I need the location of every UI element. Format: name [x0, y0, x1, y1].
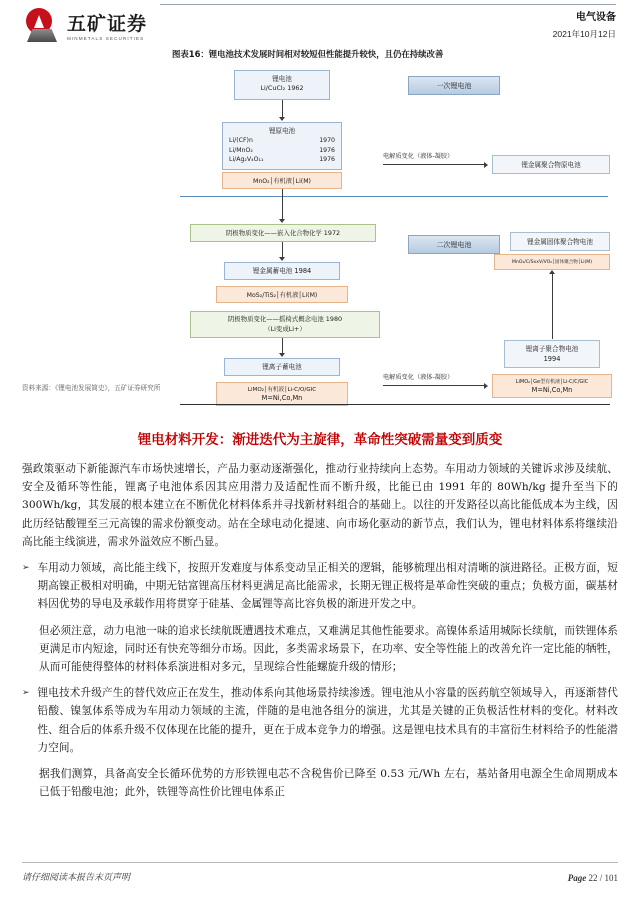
electrolyte-change-top-label: 电解质变化（液体-凝胶） [383, 153, 454, 160]
node-cathode-1972-label: 阴极物质变化——嵌入化合物化学 1972 [225, 229, 341, 237]
arrow-1-icon [279, 117, 285, 121]
section-heading: 锂电材料开发：渐进迭代为主旋律，革命性突破需量变到质变 [137, 432, 503, 448]
bullet-arrow-icon: ➢ [22, 563, 30, 574]
report-date: 2021年10月12日 [552, 29, 616, 39]
node-li-ion-chem [216, 382, 348, 406]
node-secondary-li-battery-label: 二次锂电池 [436, 241, 472, 249]
header-meta [553, 8, 616, 40]
node-li-metal-solid-chem-label: MnO₂/C/SxxV/VO₂│固体聚合物│Li(M) [511, 260, 593, 265]
paragraph-2: 但必须注意，动力电池一味的追求长续航既遭遇技术难点，又难满足其他性能要求。高镍体系适用城际长续航，而铁锂体系更满足市内短途，同时还有快充等细分市场。因此，多类需求场景下，在功率、安全等性能上的改善允许一定比能的牺牲，从而可能使得整体的材料体系演进相对多元，呈现综合性能螺旋升级的情形； [39, 624, 618, 674]
node-li-ion-polymer-chem-line1: LiMO₂│Ge型有机液│Li-C/C/GIC [515, 379, 589, 385]
connector-5 [552, 274, 553, 339]
electrolyte-arrow-bottom-line [383, 385, 485, 386]
footer-page [568, 873, 618, 883]
bullet-arrow-icon: ➢ [22, 688, 30, 699]
company-logo [26, 8, 147, 42]
node-li-ion-polymer-chem-line2: M=Ni,Co,Mn [531, 386, 573, 394]
primary-cell-row2-formula: Li/MnO₂ [229, 146, 253, 154]
bullet-item-2-text: 锂电技术升级产生的替代效应正在发生，推动体系向其他场景持续渗透。锂电池从小容量的医药航空领域导入，再逐渐替代铅酸、镍氢体系等成为车用动力领域的主流，伴随的是电池各组分的演进，尤其是关键的正负极活性材料的变化。材料改性、组合后的体系升级不仅体现在比能的提升，更在于成本竞争力的增强。这是锂电技术具有的丰富衍生材料给予的性能潜力空间。 [37, 687, 618, 754]
footer-divider [22, 862, 618, 863]
connector-3 [282, 242, 283, 258]
node-li-metal-polymer-primary-label: 锂金属聚合物原电池 [521, 161, 581, 169]
node-li-ion-accum-label: 锂离子蓄电池 [262, 363, 302, 371]
sector-label: 电气设备 [576, 12, 616, 23]
paragraph-3: 据我们测算，具备高安全长循环优势的方形铁锂电芯不含税售价已降至 0.53 元/Wh 左右，基站备用电源全生命周期成本已低于铅酸电池；此外，铁锂等高性价比锂电体系正 [39, 768, 618, 799]
node-li-metal-chem [216, 286, 348, 303]
node-li-metal-solid-polymer-label: 锂金属固体聚合物电池 [527, 238, 593, 246]
electrolyte-arrow-top-line [383, 164, 485, 165]
exhibit-title: 图表16：锂电池技术发展时间相对较短但性能提升较快，且仍在持续改善 [172, 49, 444, 59]
exhibit-block [172, 48, 616, 402]
node-li-metal-solid-polymer [510, 232, 610, 251]
footer-page-label: Page [567, 873, 587, 883]
header-divider [160, 4, 616, 5]
arrow-4-icon [279, 353, 285, 357]
lithium-battery-evolution-diagram [172, 68, 616, 402]
node-secondary-li-battery [408, 235, 500, 254]
node-primary-chem-label: MnO₂│有机液│Li(M) [253, 178, 311, 185]
primary-cell-row2-year: 1976 [319, 146, 335, 154]
minmetals-logo-icon [26, 8, 60, 42]
connector-4 [282, 338, 283, 354]
rail-primary [180, 196, 608, 197]
node-li-ion-chem-line1: LiMO₂│有机液│Li-C/O/GIC [247, 387, 317, 393]
electrolyte-change-bottom-label: 电解质变化（液体-凝胶） [383, 374, 454, 381]
node-li-battery [234, 70, 330, 100]
arrow-5-icon [549, 270, 555, 274]
primary-cell-row3-year: 1976 [319, 156, 335, 163]
primary-cell-row1-year: 1970 [319, 137, 335, 144]
primary-cell-row3-formula: Li/Ag₂V₄O₁₁ [229, 156, 264, 163]
node-li-metal-polymer-primary [492, 155, 610, 174]
logo-name-cn: 五矿证券 [67, 13, 148, 36]
electrolyte-arrow-top-icon [484, 162, 488, 168]
arrow-3-icon [279, 257, 285, 261]
node-li-metal-accumulator [224, 262, 340, 280]
bullet-item-1-text: 车用动力领域，高比能主线下，按照开发难度与体系变动呈正相关的逻辑，能够梳理出相对清晰的演进路径。正极方面，短期高镍正极相对明确，中期无钴富锂高压材料更满足高比能需求，长期无锂正极将是革命性突破的重点；负极方面，碳基材料因优势的导电及承载作用将贯穿于硅基、金属锂等高比容负极的渐进开发之中。 [37, 562, 618, 611]
footer-page-value: 22 / 101 [588, 873, 618, 883]
bullet-item-2 [22, 684, 618, 757]
node-primary-li-battery-label: 一次锂电池 [436, 82, 472, 90]
node-cathode-1980-line1: 阴极物质变化——摇椅式概念电池 1980 [227, 315, 343, 323]
node-cathode-change-1980 [190, 311, 380, 338]
node-li-metal-chem-label: MoS₂/TiS₂│有机液│Li(M) [246, 292, 318, 299]
node-li-ion-polymer-chem [492, 374, 612, 398]
connector-2 [282, 189, 283, 220]
node-primary-cell [222, 122, 342, 170]
page-header [0, 0, 640, 48]
connector-1 [282, 100, 283, 118]
rail-bottom [180, 404, 610, 405]
node-primary-cell-title: 锂原电池 [268, 127, 296, 135]
node-li-ion-polymer [504, 340, 600, 368]
node-primary-chem [222, 172, 342, 189]
primary-cell-row1-formula: Li/(CF)n [229, 137, 253, 144]
node-cathode-1980-line2: （Li变成Li+） [264, 324, 306, 333]
node-primary-li-battery [408, 76, 500, 95]
footer-disclaimer: 请仔细阅读本报告末页声明 [22, 873, 131, 883]
node-li-battery-formula: Li/CuCl₂ 1962 [260, 84, 304, 92]
bullet-item-1 [22, 559, 618, 614]
article-body [22, 460, 618, 809]
node-li-ion-chem-line2: M=Ni,Co,Mn [261, 394, 303, 402]
node-li-metal-solid-chem [494, 254, 610, 270]
node-li-battery-title: 锂电池 [272, 75, 292, 83]
node-cathode-change-1972 [190, 224, 376, 242]
node-li-ion-accumulator [224, 358, 340, 376]
paragraph-1: 强政策驱动下新能源汽车市场快速增长，产品力驱动逐渐强化，推动行业持续向上态势。车用动力领域的关键诉求涉及续航、安全及循环等性能，锂离子电池体系因其应用潜力及适配性而不断升级，比能已由 1991 年的 80Wh/kg 提升至当下的 300Wh/kg，其发展的根本建立在不断优化材料体系并寻找新材料组合的基础上。以往的开发路径以高比能低成本为主线，因此历经钴酸锂至三元高镍的需求份额变动。站在全球电动化提速、向市场化驱动的新节点，我们认为，锂电材料体系将继续沿高比能主线演进，需求外溢效应不断凸显。 [22, 463, 618, 548]
node-li-ion-polymer-line2: 1994 [543, 354, 561, 363]
electrolyte-arrow-bottom-icon [484, 383, 488, 389]
node-li-ion-polymer-line1: 锂离子聚合物电池 [525, 345, 579, 353]
exhibit-source: 资料来源：《锂电池发展简史》，五矿证券研究所 [22, 384, 161, 392]
arrow-2-icon [279, 219, 285, 223]
logo-name-en: MINMETALS SECURITIES [67, 36, 145, 42]
node-li-metal-accum-label: 锂金属蓄电池 1984 [252, 267, 312, 275]
